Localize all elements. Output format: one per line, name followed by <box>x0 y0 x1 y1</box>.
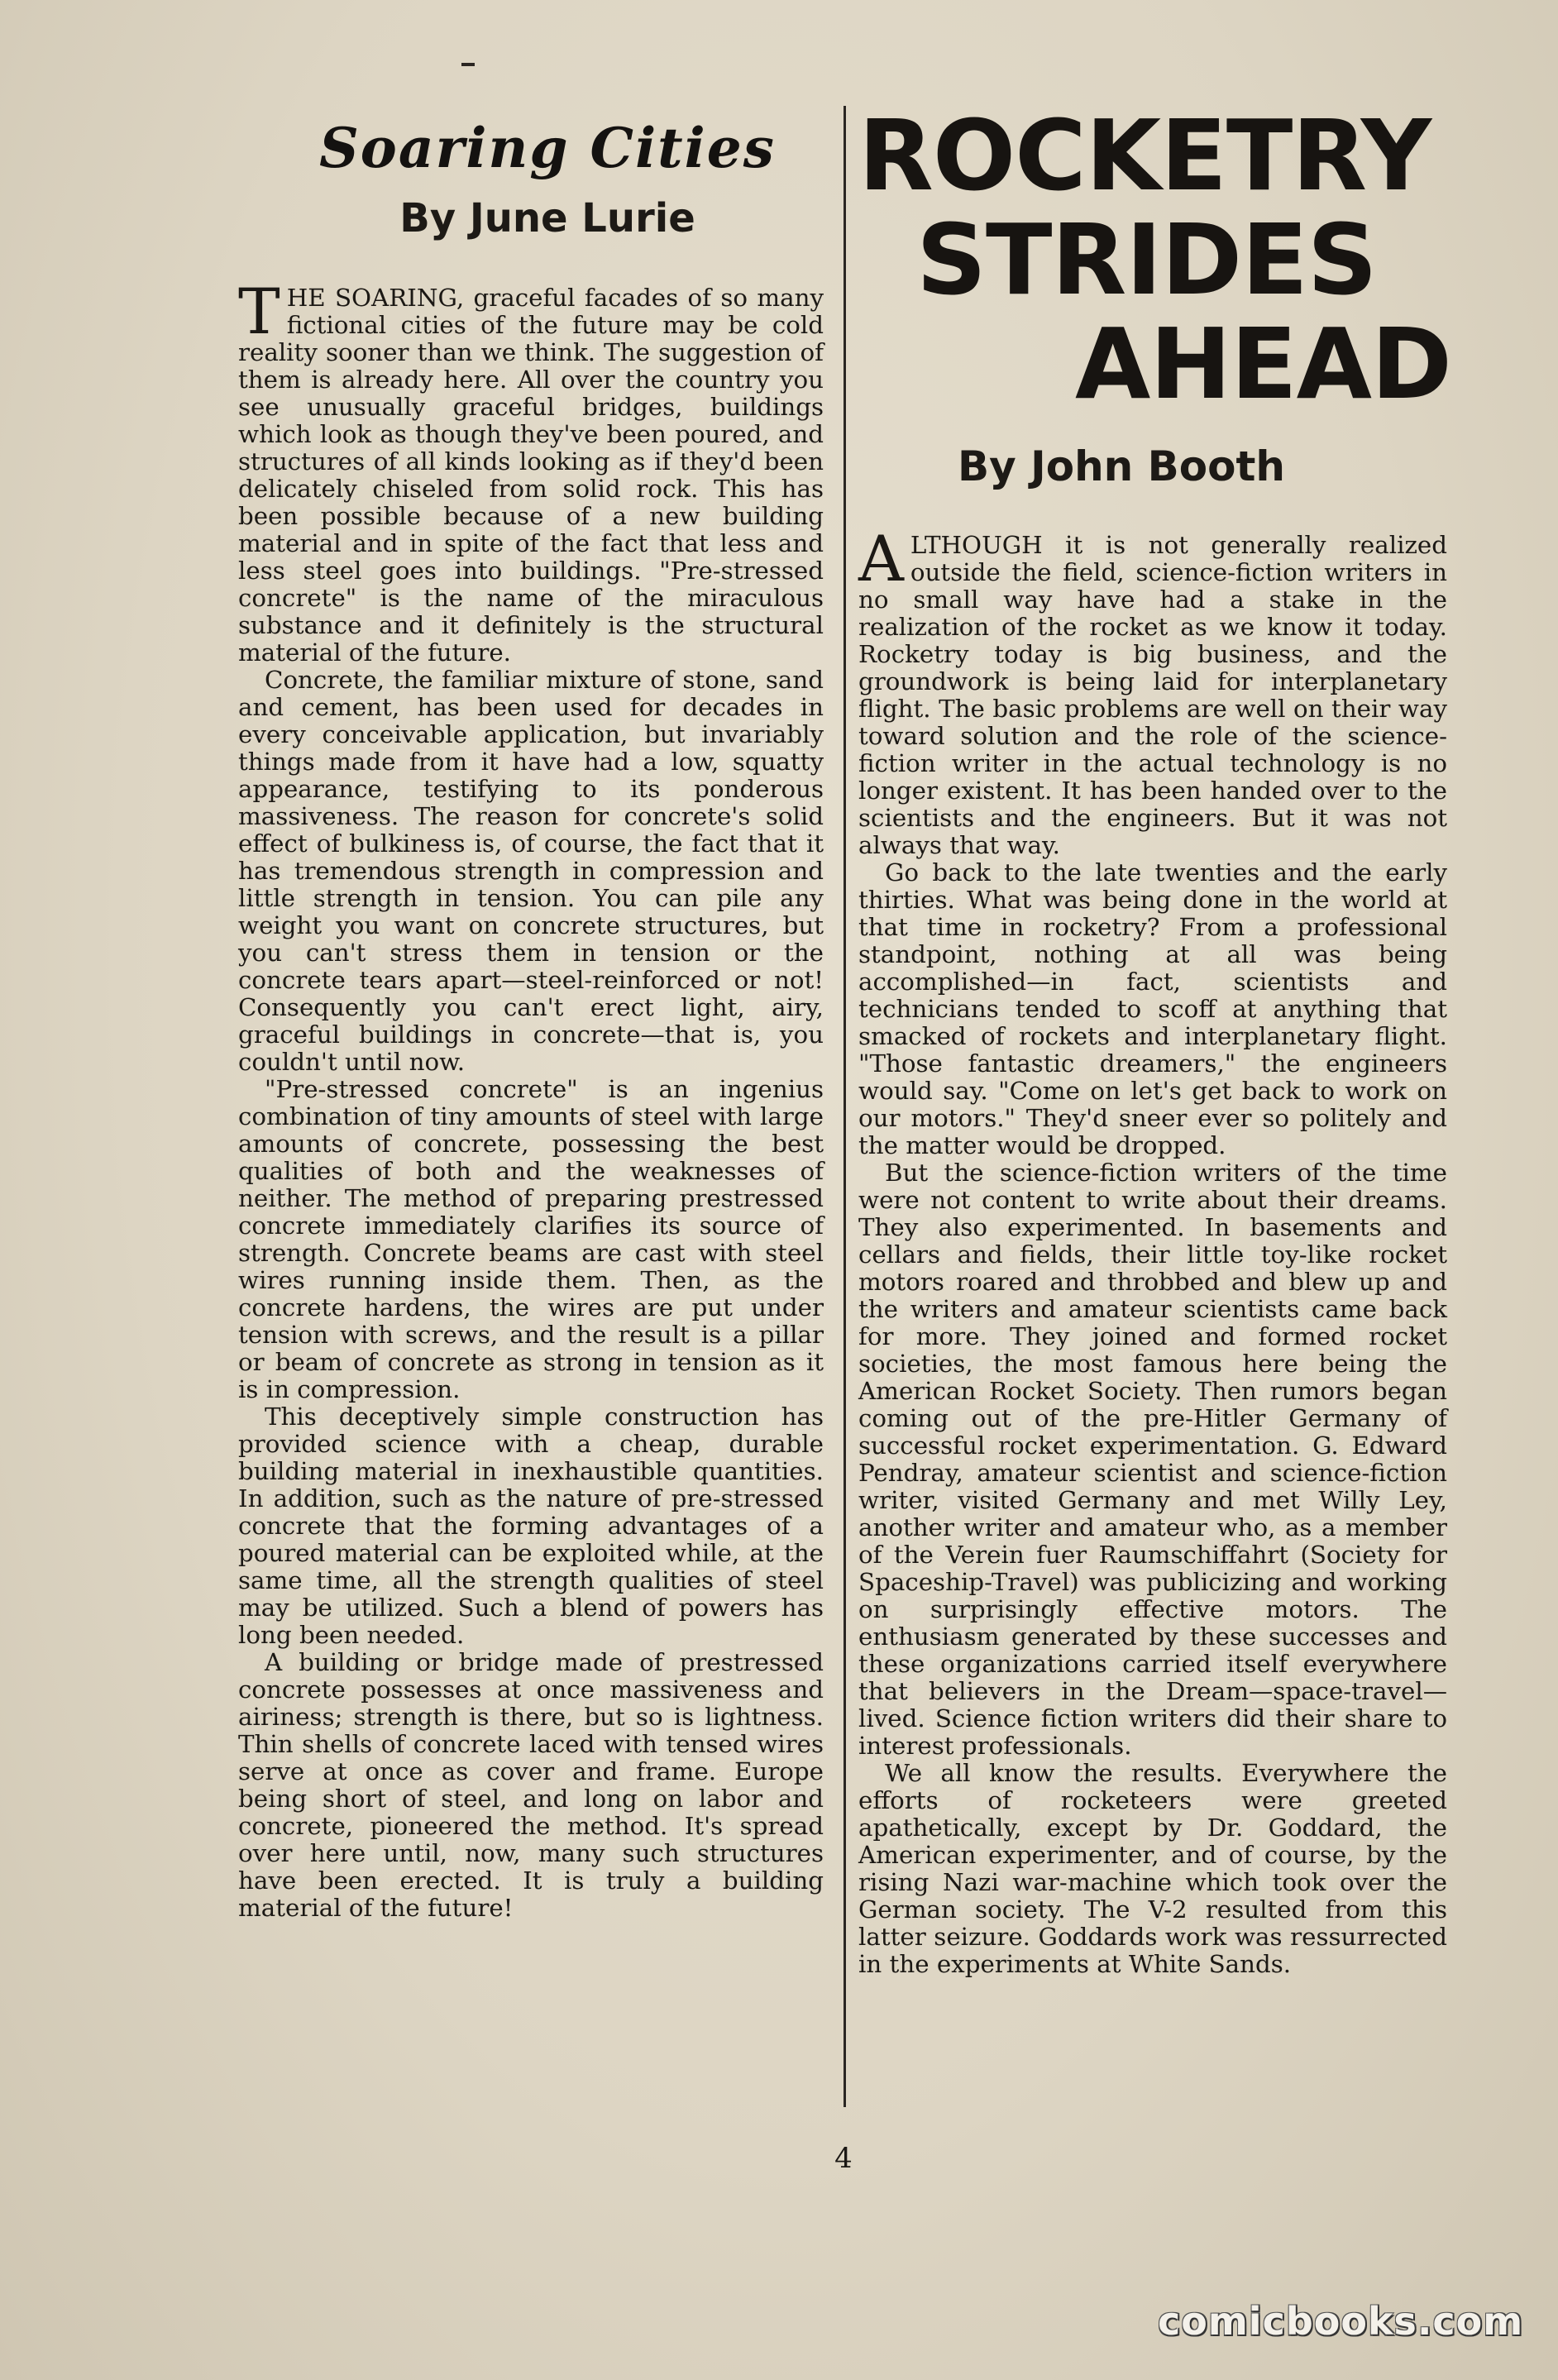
paragraph: "Pre-stressed concrete" is an ingenius combination of tiny amounts of steel with large amounts of concrete, possessing the best qualities of both and the weaknesses of neither. The method of preparing prestressed concrete immediately clarifies its source of strength. Concrete beams are cast with steel wires running inside them. Then, as the concrete hardens, the wires are put under tension with screws, and the result is a pillar or beam of concrete as strong in tension as it is in compression. <box>238 1075 824 1403</box>
headline-line: STRIDES <box>916 203 1377 317</box>
headline-line: ROCKETRY <box>858 98 1431 213</box>
article-title: Soaring Cities <box>319 116 776 180</box>
paragraph: But the science-fiction writers of the time were not content to write about their dreams. They also experimented. In basements and cellars and fields, their little toy-like rocket motors roared and throbbed and blew up and the writers and amateur scientists came back for more. They joined and formed rocket societies, the most famous here being the American Rocket Society. Then rumors began coming out of the pre-Hitler Germany of successful rocket experimentation. G. Edward Pendray, amateur scientist and science-fiction writer, visited Germany and met Willy Ley, another writer and amateur who, as a member of the Verein fuer Raumschiffahrt (Society for Spaceship-Travel) was publicizing and working on surprisingly effective motors. The enthusiasm generated by these successes and these organizations carried itself everywhere that believers in the Dream—space-travel—lived. Science fiction writers did their share to interest professionals. <box>858 1159 1447 1760</box>
paragraph: A building or bridge made of prestressed concrete possesses at once massiveness and airiness; strength is there, but so is lightness. Thin shells of concrete laced with tensed wires serve at once as cover and frame. Europe being short of steel, and long on labor and concrete, pioneered the method. It's spread over here until, now, many such structures have been erected. It is truly a building material of the future! <box>238 1648 824 1922</box>
article-byline: By John Booth <box>958 442 1285 490</box>
drop-cap: T <box>238 275 280 348</box>
article-byline: By June Lurie <box>399 195 695 241</box>
paragraph: We all know the results. Everywhere the efforts of rocketeers were greeted apathetically, except by Dr. Goddard, the American experimenter, and of course, by the rising Nazi war-machine which took over the German society. The V-2 resulted from this latter seizure. Goddards work was ressurrected in the experiments at White Sands. <box>858 1759 1447 1978</box>
paragraph: Go back to the late twenties and the early thirties. What was being done in the world at that time in rocketry? From a professional standpoint, nothing at all was being accomplished—in fact, scientists and technicians tended to scoff at anything that smacked of rockets and interplanetary flight. "Those fantastic dreamers," the engineers would say. "Come on let's get back to work on our motors." They'd sneer ever so politely and the matter would be dropped. <box>858 858 1447 1159</box>
paragraph: Concrete, the familiar mixture of stone, sand and cement, has been used for decades in every conceivable application, but invariably things made from it have had a low, squatty appearance, testifying to its ponderous massiveness. The reason for concrete's solid effect of bulkiness is, of course, the fact that it has tremendous strength in compression and little strength in tension. You can pile any weight you want on concrete structures, but you can't stress them in tension or the concrete tears apart—steel-reinforced or not! Consequently you can't erect light, airy, graceful buildings in concrete—that is, you couldn't until now. <box>238 666 824 1076</box>
right-article <box>858 98 1451 1978</box>
page-number: 4 <box>834 2142 853 2175</box>
paragraph: THE SOARING, graceful facades of so many fictional cities of the future may be cold reality sooner than we think. The suggestion of them is already here. All over the country you see unusually graceful bridges, buildings which look as though they've been poured, and structures of all kinds looking as if they'd been delicately chiseled from solid rock. This has been possible because of a new building material and in spite of the fact that less and less steel goes into buildings. "Pre-stressed concrete" is the name of the miraculous substance and it definitely is the structural material of the future. <box>238 275 824 667</box>
paragraph: ALTHOUGH it is not generally realized outside the field, science-fiction writers in no small way have had a stake in the realization of the rocket as we know it today. Rocketry today is big business, and the groundwork is being laid for interplanetary flight. The basic problems are well on their way toward solution and the role of the science-fiction writer in the actual technology is no longer existent. It has been handed over to the scientists and the engineers. But it was not always that way. <box>858 522 1447 859</box>
left-article <box>238 112 824 1922</box>
article-body <box>238 275 824 1922</box>
article-body <box>858 522 1447 1978</box>
column-divider <box>844 106 846 2107</box>
drop-cap: A <box>858 522 904 595</box>
paragraph: This deceptively simple construction has provided science with a cheap, durable building material in inexhaustible quantities. In addition, such as the nature of pre-stressed concrete that the forming advantages of a poured material can be exploited while, at the same time, all the strength qualities of steel may be utilized. Such a blend of powers has long been needed. <box>238 1403 824 1649</box>
watermark: comicbooks.com <box>1158 2299 1524 2344</box>
printer-mark <box>461 63 475 66</box>
headline-line: AHEAD <box>1075 307 1451 421</box>
